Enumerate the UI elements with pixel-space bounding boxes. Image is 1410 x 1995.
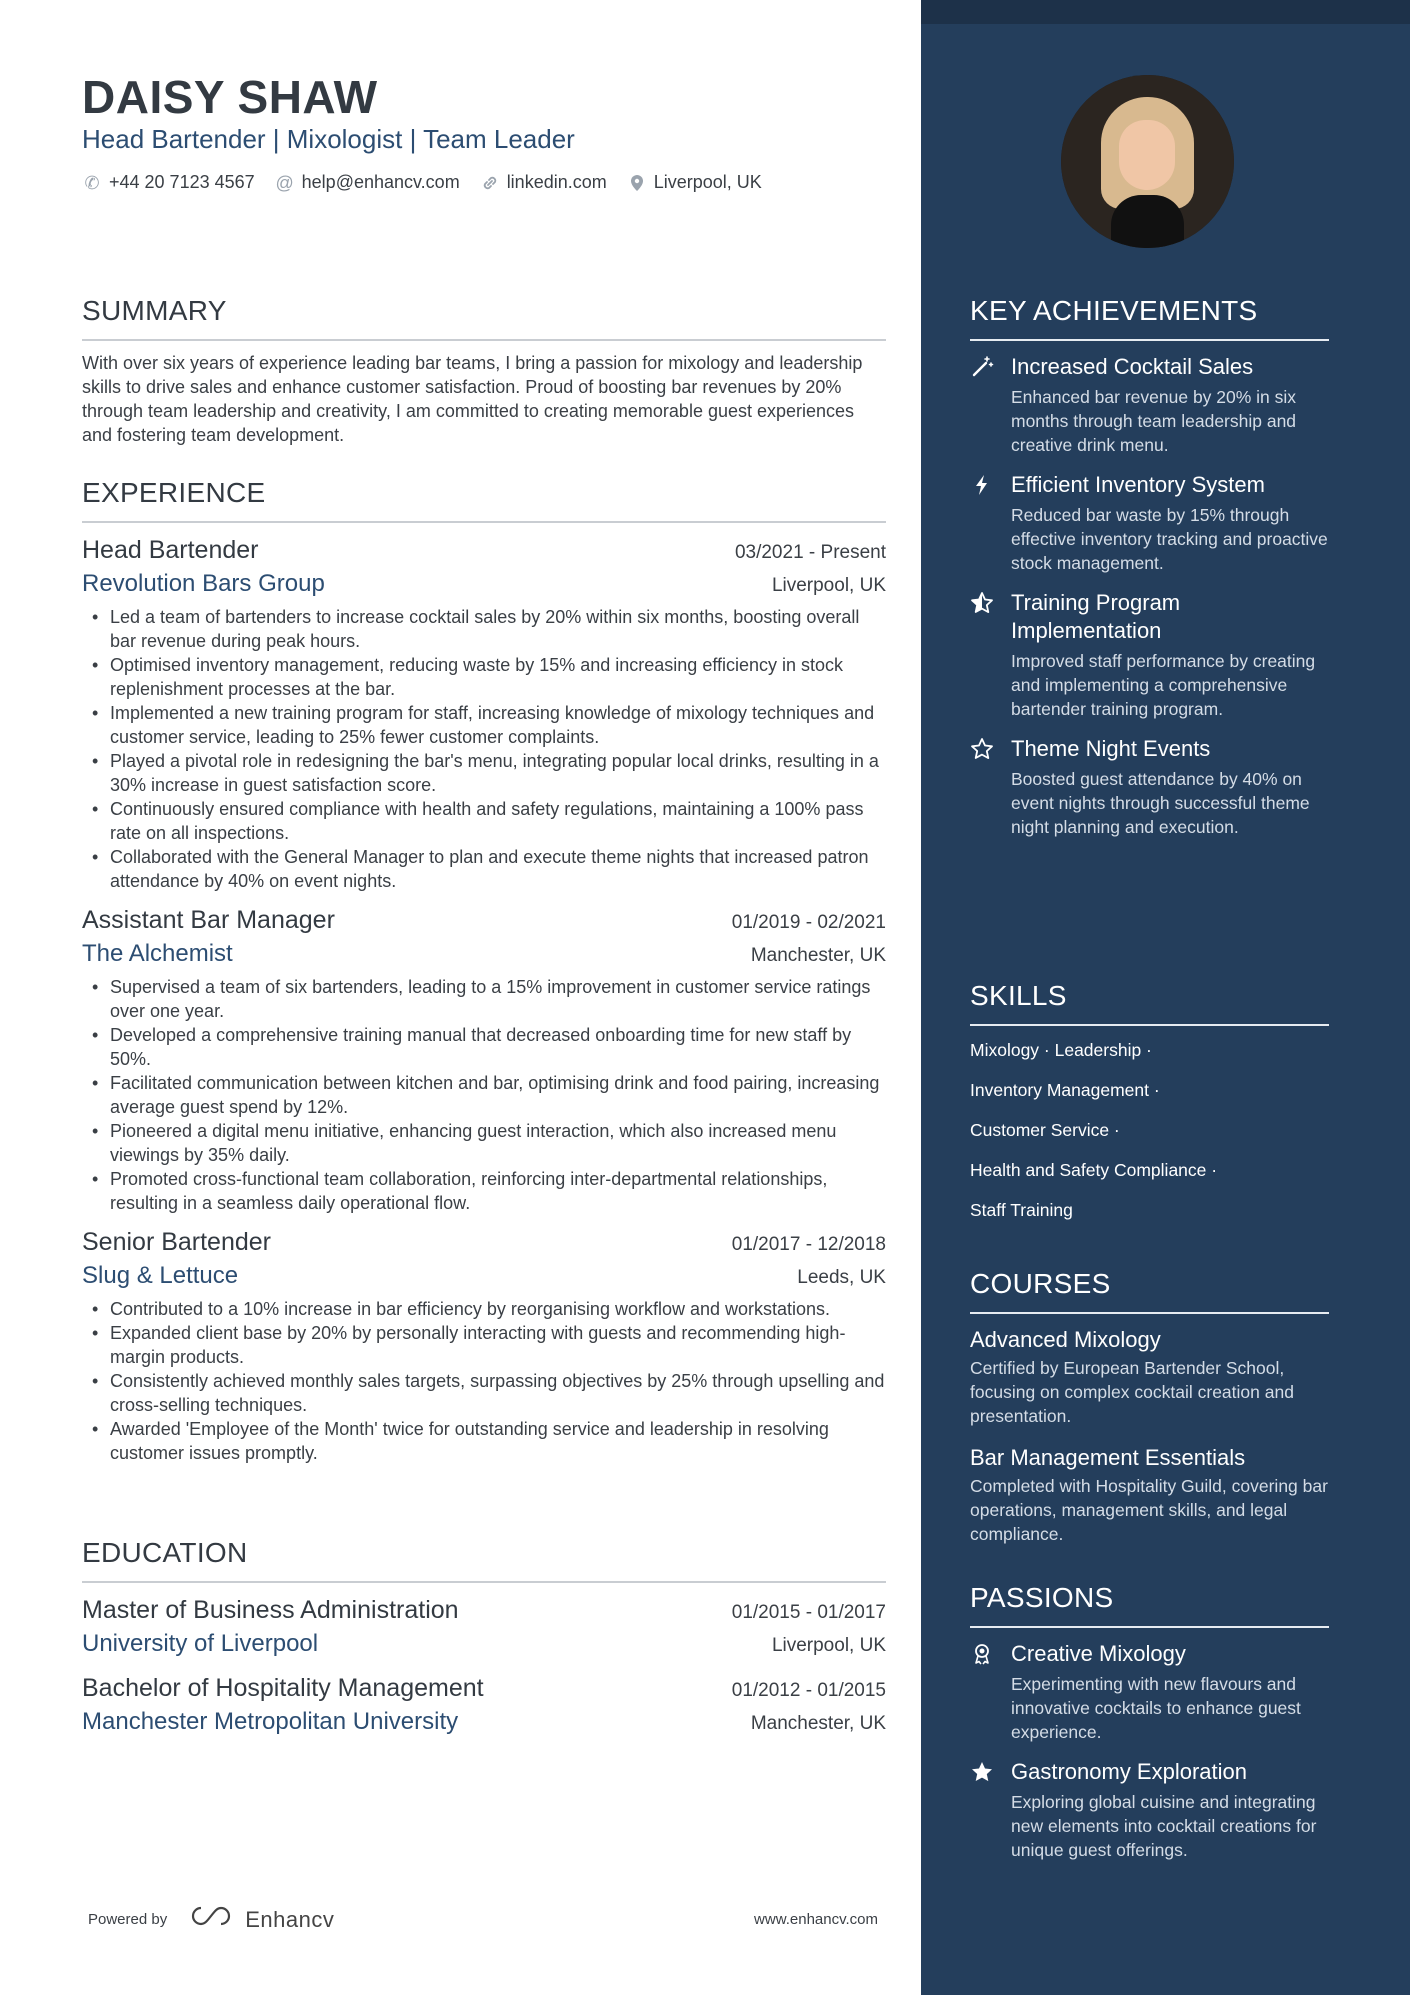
achievement-item bbox=[970, 735, 1329, 839]
summary-section bbox=[82, 295, 886, 447]
job-title: Senior Bartender bbox=[82, 1228, 272, 1256]
courses-section bbox=[970, 1268, 1329, 1562]
sidebar bbox=[921, 0, 1410, 1995]
achievement-desc: Improved staff performance by creating and implementing a comprehensive bartender training program. bbox=[1011, 651, 1316, 719]
course-title: Advanced Mixology bbox=[970, 1327, 1161, 1352]
skills-section bbox=[970, 980, 1329, 1238]
candidate-name: DAISY SHAW bbox=[82, 71, 378, 123]
school-location: Manchester, UK bbox=[750, 1713, 886, 1734]
star-half-icon bbox=[970, 591, 994, 615]
powered-by bbox=[88, 1904, 334, 1935]
brand-name: Enhancv bbox=[245, 1906, 335, 1932]
award-icon bbox=[970, 1642, 994, 1666]
company-name: Slug & Lettuce bbox=[82, 1262, 239, 1289]
sidebar-top-strip bbox=[921, 0, 1410, 24]
job-dates: 01/2019 - 02/2021 bbox=[731, 912, 886, 933]
bullet-item: • Pioneered a digital menu initiative, enhancing guest interaction, which also increased menu viewings by 35% daily. bbox=[82, 1119, 886, 1167]
course-desc: Certified by European Bartender School, focusing on complex cocktail creation and presentation. bbox=[970, 1358, 1294, 1426]
contact-email-text: help@enhancv.com bbox=[301, 172, 460, 192]
job-title: Assistant Bar Manager bbox=[82, 906, 335, 934]
achievement-title: Theme Night Events bbox=[1011, 736, 1211, 761]
passions-heading: PASSIONS bbox=[970, 1582, 1329, 1628]
course-title: Bar Management Essentials bbox=[970, 1445, 1246, 1470]
job-location: Leeds, UK bbox=[797, 1267, 886, 1288]
achievement-item bbox=[970, 353, 1329, 457]
achievements-section bbox=[970, 295, 1329, 853]
education-entry bbox=[82, 1671, 886, 1739]
school-location: Liverpool, UK bbox=[771, 1635, 886, 1656]
bullet-item: • Promoted cross-functional team collaboration, reinforcing inter-departmental relationships, resulting in a seamless daily operational flow. bbox=[82, 1167, 886, 1215]
job-title: Head Bartender bbox=[82, 536, 259, 564]
contact-location bbox=[627, 172, 762, 193]
job-bullets bbox=[82, 1297, 886, 1465]
education-entry bbox=[82, 1593, 886, 1661]
skills-heading: SKILLS bbox=[970, 980, 1329, 1026]
achievement-title: Efficient Inventory System bbox=[1011, 472, 1265, 497]
achievement-item bbox=[970, 471, 1329, 575]
experience-heading: EXPERIENCE bbox=[82, 477, 886, 523]
bullet-item: • Played a pivotal role in redesigning the bar's menu, integrating popular local drinks, resulting in a 30% increase in guest satisfaction score. bbox=[82, 749, 886, 797]
profile-photo bbox=[1061, 75, 1234, 248]
passion-desc: Experimenting with new flavours and innovative cocktails to enhance guest experience. bbox=[1011, 1674, 1301, 1742]
passion-item bbox=[970, 1758, 1329, 1862]
contact-email[interactable] bbox=[275, 172, 460, 193]
achievement-desc: Reduced bar waste by 15% through effective inventory tracking and proactive stock management. bbox=[1011, 505, 1328, 573]
passion-title: Gastronomy Exploration bbox=[1011, 1759, 1247, 1784]
contact-linkedin-text: linkedin.com bbox=[506, 172, 607, 192]
skill-item: Customer Service · bbox=[970, 1120, 1120, 1140]
achievement-desc: Boosted guest attendance by 40% on event nights through successful theme night planning and execution. bbox=[1011, 769, 1310, 837]
bullet-item: • Awarded 'Employee of the Month' twice for outstanding service and leadership in resolving customer issues promptly. bbox=[82, 1417, 886, 1465]
skill-item: Mixology · Leadership · bbox=[970, 1040, 1152, 1060]
location-icon bbox=[627, 173, 647, 193]
phone-icon: ✆ bbox=[84, 172, 100, 193]
education-section bbox=[82, 1537, 886, 1749]
job-bullets bbox=[82, 975, 886, 1215]
education-heading: EDUCATION bbox=[82, 1537, 886, 1583]
magic-wand-icon bbox=[970, 355, 994, 379]
contact-location-text: Liverpool, UK bbox=[653, 172, 762, 192]
passions-section bbox=[970, 1582, 1329, 1876]
lightning-icon bbox=[970, 473, 994, 497]
bullet-item: • Led a team of bartenders to increase cocktail sales by 20% within six months, boosting overall bar revenue during peak hours. bbox=[82, 605, 886, 653]
company-name: Revolution Bars Group bbox=[82, 570, 325, 597]
powered-by-label: Powered by bbox=[88, 1911, 168, 1928]
bullet-item: • Continuously ensured compliance with health and safety regulations, maintaining a 100% pass rate on all inspections. bbox=[82, 797, 886, 845]
achievement-title: Training Program Implementation bbox=[1011, 590, 1181, 643]
bullet-item: • Developed a comprehensive training manual that decreased onboarding time for new staff by 50%. bbox=[82, 1023, 886, 1071]
contact-phone[interactable] bbox=[82, 172, 255, 193]
job-location: Manchester, UK bbox=[750, 945, 886, 966]
achievement-title: Increased Cocktail Sales bbox=[1011, 354, 1254, 379]
enhancv-mark-icon bbox=[189, 1904, 235, 1935]
bullet-item: • Implemented a new training program for staff, increasing knowledge of mixology techniques and customer service, leading to 25% fewer customer complaints. bbox=[82, 701, 886, 749]
education-dates: 01/2012 - 01/2015 bbox=[731, 1680, 886, 1701]
star-filled-icon bbox=[970, 1760, 994, 1784]
bullet-item: • Expanded client base by 20% by personally interacting with guests and recommending high-margin products. bbox=[82, 1321, 886, 1369]
bullet-item: • Collaborated with the General Manager to plan and execute theme nights that increased patron attendance by 40% on event nights. bbox=[82, 845, 886, 893]
degree-title: Master of Business Administration bbox=[82, 1596, 459, 1624]
bullet-item: • Supervised a team of six bartenders, leading to a 15% improvement in customer service ratings over one year. bbox=[82, 975, 886, 1023]
link-icon bbox=[480, 173, 500, 193]
bullet-item: • Contributed to a 10% increase in bar efficiency by reorganising workflow and workstations. bbox=[82, 1297, 886, 1321]
course-desc: Completed with Hospitality Guild, covering bar operations, management skills, and legal compliance. bbox=[970, 1476, 1328, 1544]
school-name: Manchester Metropolitan University bbox=[82, 1708, 459, 1735]
skill-item: Staff Training bbox=[970, 1200, 1073, 1220]
achievement-desc: Enhanced bar revenue by 20% in six months through team leadership and creative drink menu. bbox=[1011, 387, 1297, 455]
website-link[interactable]: www.enhancv.com bbox=[754, 1911, 878, 1928]
contact-bar bbox=[82, 172, 762, 193]
enhancv-logo[interactable] bbox=[189, 1904, 334, 1935]
bullet-item: • Consistently achieved monthly sales targets, surpassing objectives by 25% through upselling and cross-selling techniques. bbox=[82, 1369, 886, 1417]
job-entry bbox=[82, 1225, 886, 1465]
degree-title: Bachelor of Hospitality Management bbox=[82, 1674, 484, 1702]
passion-desc: Exploring global cuisine and integrating new elements into cocktail creations for unique guest offerings. bbox=[1011, 1792, 1317, 1860]
summary-text: With over six years of experience leading bar teams, I bring a passion for mixology and leadership skills to drive sales and enhance customer satisfaction. Proud of boosting bar revenues by 20% through team leadership and creativity, I am committed to creating memorable guest experiences and fostering team development. bbox=[82, 353, 863, 445]
job-entry bbox=[82, 903, 886, 1215]
skill-item: Inventory Management · bbox=[970, 1080, 1160, 1100]
star-outline-icon bbox=[970, 737, 994, 761]
job-dates: 03/2021 - Present bbox=[734, 542, 886, 563]
company-name: The Alchemist bbox=[82, 940, 233, 967]
bullet-item: • Optimised inventory management, reducing waste by 15% and increasing efficiency in stock replenishment processes at the bar. bbox=[82, 653, 886, 701]
bullet-item: • Facilitated communication between kitchen and bar, optimising drink and food pairing, increasing average guest spend by 12%. bbox=[82, 1071, 886, 1119]
contact-linkedin[interactable] bbox=[480, 172, 607, 193]
education-dates: 01/2015 - 01/2017 bbox=[731, 1602, 886, 1623]
skill-item: Health and Safety Compliance · bbox=[970, 1160, 1218, 1180]
achievement-item bbox=[970, 589, 1329, 721]
courses-heading: COURSES bbox=[970, 1268, 1329, 1314]
contact-phone-text: +44 20 7123 4567 bbox=[109, 172, 255, 192]
summary-heading: SUMMARY bbox=[82, 295, 886, 341]
at-icon: @ bbox=[275, 172, 294, 193]
footer bbox=[88, 1904, 878, 1935]
job-dates: 01/2017 - 12/2018 bbox=[731, 1234, 886, 1255]
job-bullets bbox=[82, 605, 886, 893]
achievements-heading: KEY ACHIEVEMENTS bbox=[970, 295, 1329, 341]
passion-item bbox=[970, 1640, 1329, 1744]
candidate-headline: Head Bartender | Mixologist | Team Leader bbox=[82, 124, 575, 154]
experience-section bbox=[82, 477, 886, 1475]
job-location: Liverpool, UK bbox=[771, 575, 886, 596]
school-name: University of Liverpool bbox=[82, 1630, 319, 1657]
passion-title: Creative Mixology bbox=[1011, 1641, 1186, 1666]
job-entry bbox=[82, 533, 886, 893]
